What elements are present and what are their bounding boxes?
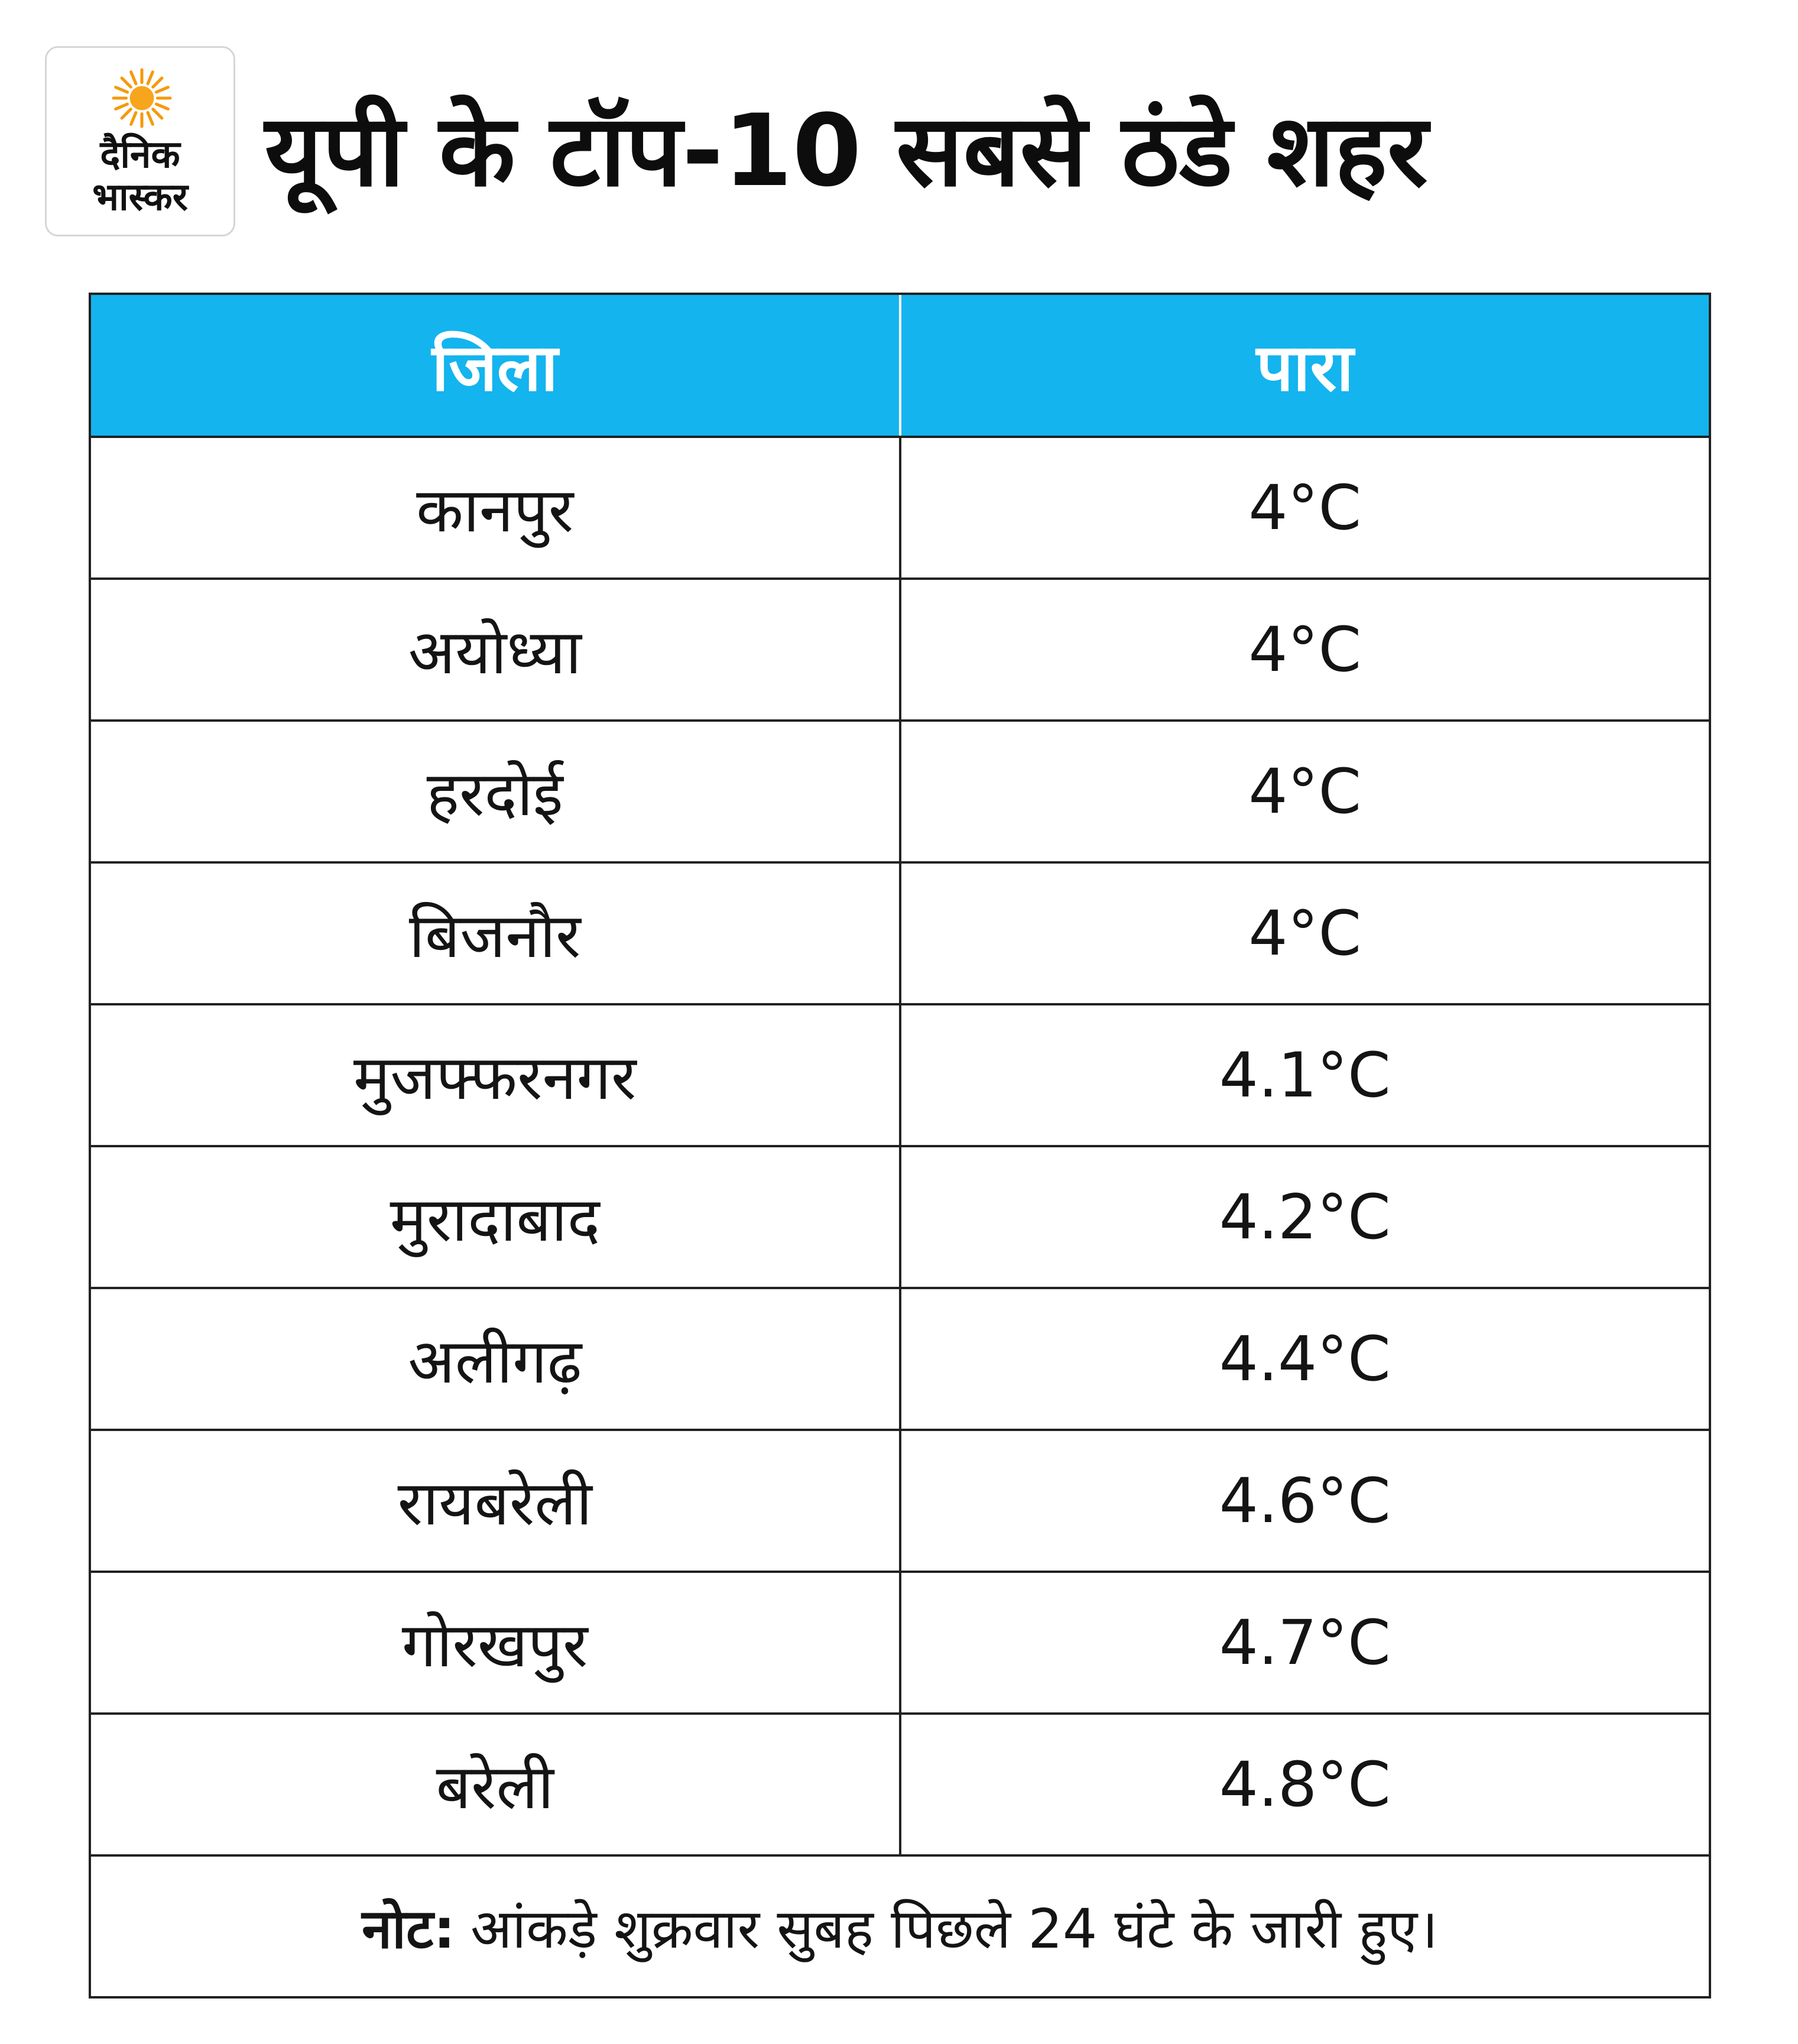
sun-ray [148,113,152,125]
brand-logo [45,46,235,236]
temperature-cell: 4.8°C [899,1715,1709,1854]
district-cell: बरेली [436,1750,554,1823]
temperature-cell: 4°C [899,864,1709,1003]
column-header-district: जिला [431,330,558,405]
sun-ray [153,109,162,118]
table-row [91,1005,1709,1147]
district-cell: हरदोई [426,757,563,830]
sun-ray [131,113,136,125]
temperature-cell: 4°C [899,438,1709,577]
note-label: नोट: [362,1897,456,1961]
note-text: आंकड़े शुक्रवार सुबह पिछले 24 घंटे के जारी हुए। [470,1897,1438,1961]
district-cell: रायबरेली [397,1467,592,1539]
temperature-cell: 4°C [899,722,1709,861]
brand-name-line2: भास्कर [92,176,188,219]
table-body [91,438,1709,1857]
district-cell: अयोध्या [408,615,582,688]
table-row [91,864,1709,1005]
district-cell: अलीगढ़ [408,1325,582,1397]
district-cell: कानपुर [416,473,574,546]
page-title: यूपी के टॉप-10 सबसे ठंडे शहर [265,93,1428,209]
temperature-cell: 4.7°C [899,1573,1709,1712]
table-row [91,1147,1709,1289]
table-note [91,1857,1709,1996]
temperature-cell: 4.6°C [899,1431,1709,1571]
table-row [91,438,1709,580]
sun-ray [116,104,128,109]
sun-ray [122,78,131,87]
table-row [91,1715,1709,1857]
table-row [91,1289,1709,1431]
sun-icon [112,68,172,128]
temperature-cell: 4.2°C [899,1147,1709,1287]
sun-ray [157,104,168,109]
temperature-cell: 4°C [899,580,1709,719]
sun-ray [157,87,168,92]
sun-ray [153,78,162,87]
temperature-cell: 4.4°C [899,1289,1709,1429]
table-row [91,1573,1709,1715]
district-cell: बिजनौर [408,899,581,972]
table-row [91,722,1709,864]
column-header-temperature: पारा [899,295,1709,436]
brand-name-line1: दैनिक [100,133,180,177]
sun-ray [148,72,152,84]
sun-ray [122,109,131,118]
temperature-table [89,293,1711,1998]
district-cell: गोरखपुर [401,1608,588,1681]
district-cell: मुरादाबाद [390,1183,600,1255]
sun-ray [116,87,128,92]
district-cell: मुजफ्फरनगर [353,1041,637,1114]
temperature-cell: 4.1°C [899,1005,1709,1145]
table-row [91,1431,1709,1573]
table-header-row [91,295,1709,438]
table-row [91,580,1709,722]
sun-ray [131,72,136,84]
